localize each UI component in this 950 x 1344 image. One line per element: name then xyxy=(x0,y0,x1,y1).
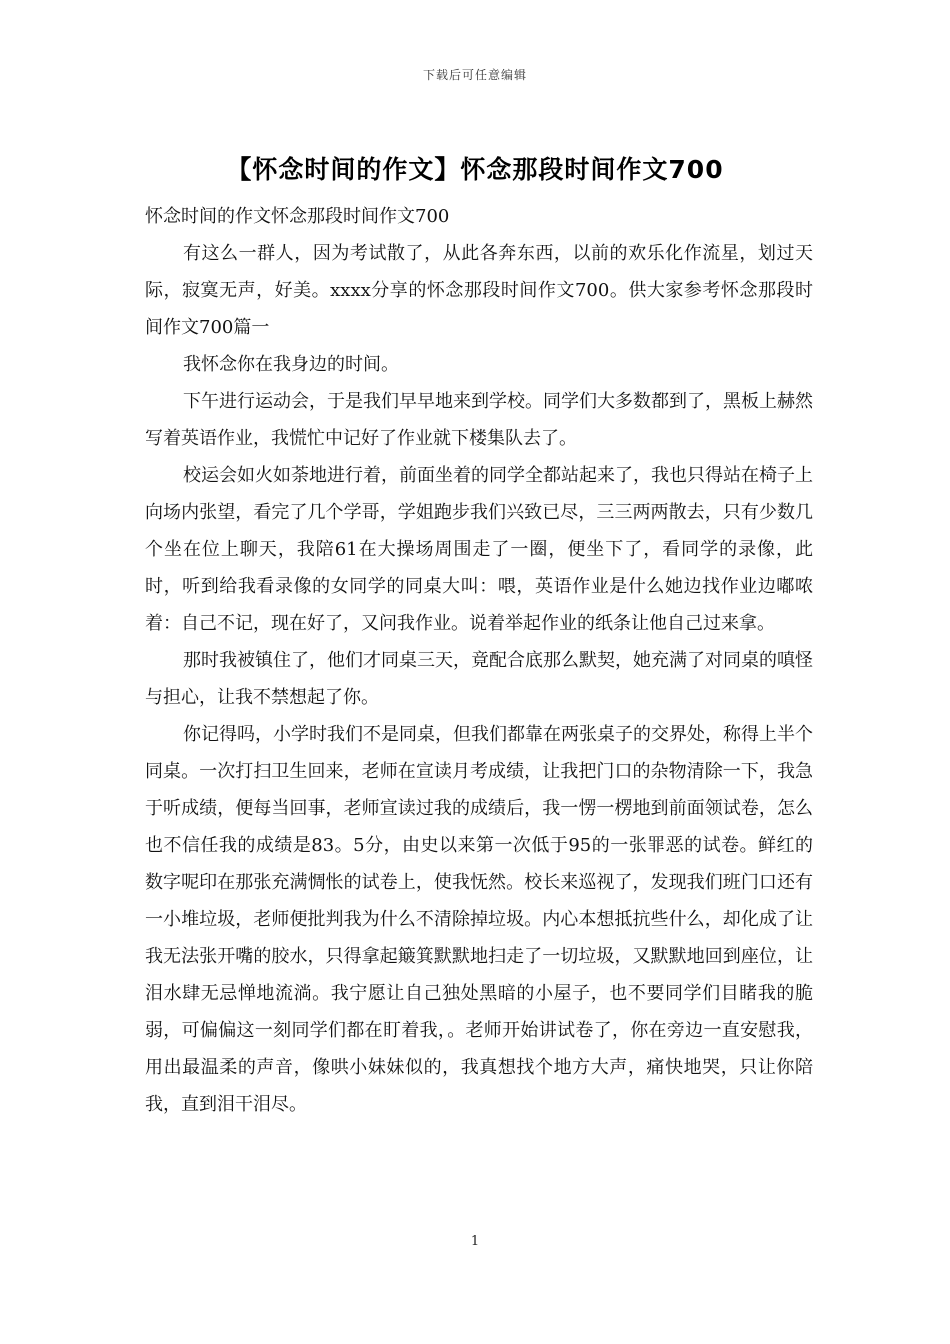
paragraph: 我怀念你在我身边的时间。 xyxy=(183,354,399,375)
paragraph: 有这么一群人，因为考试散了，从此各奔东西，以前的欢乐化作流星，划过天际，寂寞无声，好美。xxxx分享的怀念那段时间作文700。供大家参考怀念那段时间作文700篇一 xyxy=(145,243,813,338)
paragraph: 那时我被镇住了，他们才同桌三天，竟配合底那么默契，她充满了对同桌的嗔怪与担心，让我不禁想起了你。 xyxy=(145,650,813,708)
paragraph: 你记得吗，小学时我们不是同桌，但我们都靠在两张桌子的交界处，称得上半个同桌。一次打扫卫生回来，老师在宣读月考成绩，让我把门口的杂物清除一下，我急于听成绩，便每当回事，老师宣读过我的成绩后，我一愣一楞地到前面领试卷，怎么也不信任我的成绩是83。5分，由史以来第一次低于95的一张罪恶的试卷。鲜红的数字呢印在那张充满惆怅的试卷上，使我怃然。校长来巡视了，发现我们班门口还有一小堆垃圾，老师便批判我为什么不清除掉垃圾。内心本想抵抗些什么，却化成了让我无法张开嘴的胶水，只得拿起簸箕默默地扫走了一切垃圾，又默默地回到座位，让泪水肆无忌惮地流淌。我宁愿让自己独处黑暗的小屋子，也不要同学们目睹我的脆弱，可偏偏这一刻同学们都在盯着我，。老师开始讲试卷了，你在旁边一直安慰我，用出最温柔的声音，像哄小妹妹似的，我真想找个地方大声，痛快地哭，只让你陪我，直到泪干泪尽。 xyxy=(145,724,813,1115)
header-note: 下载后可任意编辑 xyxy=(422,68,527,82)
page-number: 1 xyxy=(470,1234,480,1249)
document-body xyxy=(145,198,813,1123)
paragraph: 校运会如火如荼地进行着，前面坐着的同学全都站起来了，我也只得站在椅子上向场内张望，看完了几个学哥，学姐跑步我们兴致已尽，三三两两散去，只有少数几个坐在位上聊天，我陪61在大操场周围走了一圈，便坐下了，看同学的录像，此时，听到给我看录像的女同学的同桌大叫：喂，英语作业是什么她边找作业边嘟哝着：自己不记，现在好了，又问我作业。说着举起作业的纸条让他自己过来拿。 xyxy=(145,465,813,634)
paragraph: 下午进行运动会，于是我们早早地来到学校。同学们大多数都到了，黑板上赫然写着英语作业，我慌忙中记好了作业就下楼集队去了。 xyxy=(145,391,813,449)
document-title: 【怀念时间的作文】怀念那段时间作文700 xyxy=(226,155,724,184)
document-subtitle: 怀念时间的作文怀念那段时间作文700 xyxy=(145,206,450,227)
